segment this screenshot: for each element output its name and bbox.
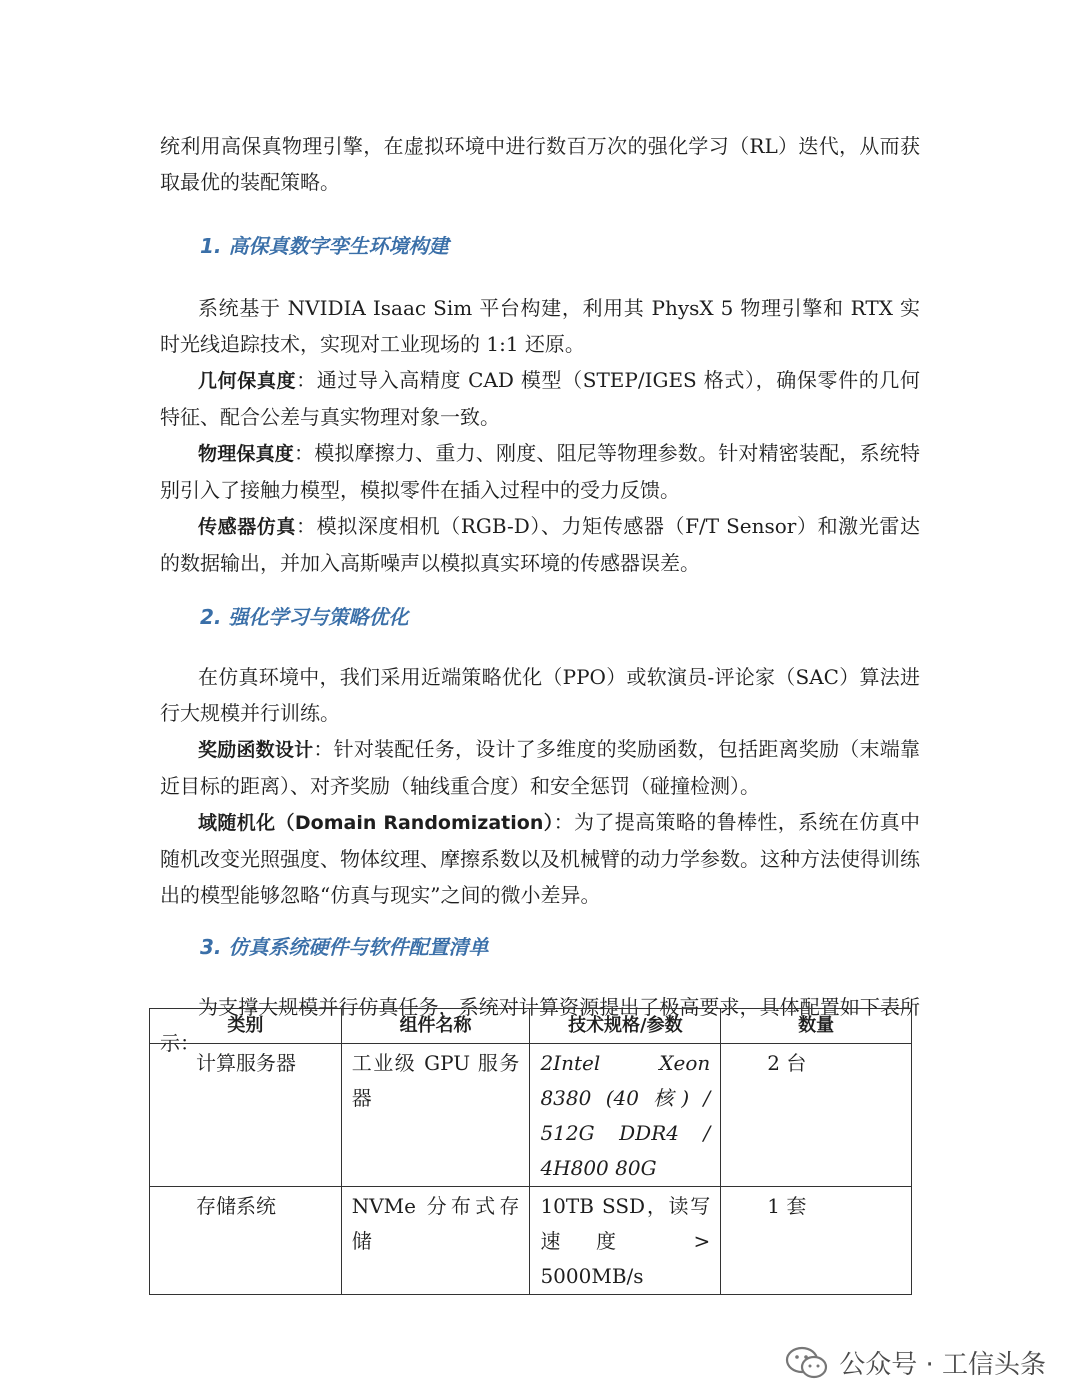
item-term: 域随机化（Domain Randomization） bbox=[198, 812, 554, 834]
section-2-heading: 2. 强化学习与策略优化 bbox=[200, 605, 409, 629]
wechat-icon bbox=[785, 1345, 829, 1381]
document-body bbox=[160, 128, 920, 1061]
section-1-item bbox=[160, 508, 920, 581]
table-cell: 工业级 GPU 服务器 bbox=[341, 1044, 530, 1187]
intro-paragraph: 统利用高保真物理引擎，在虚拟环境中进行数百万次的强化学习（RL）迭代，从而获取最优的装配策略。 bbox=[160, 134, 920, 194]
item-term: 几何保真度 bbox=[198, 370, 297, 392]
table-cell: 存储系统 bbox=[150, 1187, 342, 1295]
section-1-item bbox=[160, 435, 920, 508]
item-term: 物理保真度 bbox=[198, 443, 294, 465]
item-text: ：通过导入高精度 CAD 模型（STEP/IGES 格式），确保零件的几何特征、配合公差与真实物理对象一致。 bbox=[160, 368, 920, 429]
table-cell: 2Intel Xeon 8380 (40 核) / 512G DDR4 / 4H800 80G bbox=[530, 1044, 721, 1187]
item-term: 传感器仿真 bbox=[198, 516, 297, 538]
section-3-heading: 3. 仿真系统硬件与软件配置清单 bbox=[200, 935, 489, 959]
item-text: ：为了提高策略的鲁棒性，系统在仿真中随机改变光照强度、物体纹理、摩擦系数以及机械臂的动力学参数。这种方法使得训练出的模型能够忽略“仿真与现实”之间的微小差异。 bbox=[160, 810, 920, 907]
table-cell: 2 台 bbox=[721, 1044, 912, 1187]
table-row bbox=[150, 1187, 912, 1295]
table-row bbox=[150, 1044, 912, 1187]
item-text: ：模拟摩擦力、重力、刚度、阻尼等物理参数。针对精密装配，系统特别引入了接触力模型，模拟零件在插入过程中的受力反馈。 bbox=[160, 441, 920, 502]
table-cell: 计算服务器 bbox=[150, 1044, 342, 1187]
table-cell: 10TB SSD，读写速度 > 5000MB/s bbox=[530, 1187, 721, 1295]
table-cell: NVMe 分布式存储 bbox=[341, 1187, 530, 1295]
section-2-body: 在仿真环境中，我们采用近端策略优化（PPO）或软演员-评论家（SAC）算法进行大规模并行训练。 bbox=[160, 665, 920, 725]
item-text: ：针对装配任务，设计了多维度的奖励函数，包括距离奖励（末端靠近目标的距离）、对齐奖励（轴线重合度）和安全惩罚（碰撞检测）。 bbox=[160, 737, 920, 798]
table-header-cell: 组件名称 bbox=[341, 1009, 530, 1044]
item-text: ：模拟深度相机（RGB-D）、力矩传感器（F/T Sensor）和激光雷达的数据输出，并加入高斯噪声以模拟真实环境的传感器误差。 bbox=[160, 514, 920, 575]
table-cell: 1 套 bbox=[721, 1187, 912, 1295]
section-1-heading: 1. 高保真数字孪生环境构建 bbox=[200, 234, 449, 258]
section-2-item bbox=[160, 731, 920, 804]
item-term: 奖励函数设计 bbox=[198, 739, 314, 761]
config-table bbox=[149, 1008, 912, 1295]
table-header-cell: 数量 bbox=[721, 1009, 912, 1044]
section-1-item bbox=[160, 362, 920, 435]
section-3-body: 为支撑大规模并行仿真任务，系统对计算资源提出了极高要求，具体配置如下表所示： bbox=[160, 995, 920, 1055]
table-header-cell: 技术规格/参数 bbox=[530, 1009, 721, 1044]
watermark bbox=[785, 1344, 1046, 1381]
section-2-item bbox=[160, 804, 920, 913]
section-1-body: 系统基于 NVIDIA Isaac Sim 平台构建，利用其 PhysX 5 物理引擎和 RTX 实时光线追踪技术，实现对工业现场的 1:1 还原。 bbox=[160, 296, 920, 356]
table-header-cell: 类别 bbox=[150, 1009, 342, 1044]
watermark-text: 公众号 · 工信头条 bbox=[839, 1350, 1046, 1380]
table-header-row bbox=[150, 1009, 912, 1044]
